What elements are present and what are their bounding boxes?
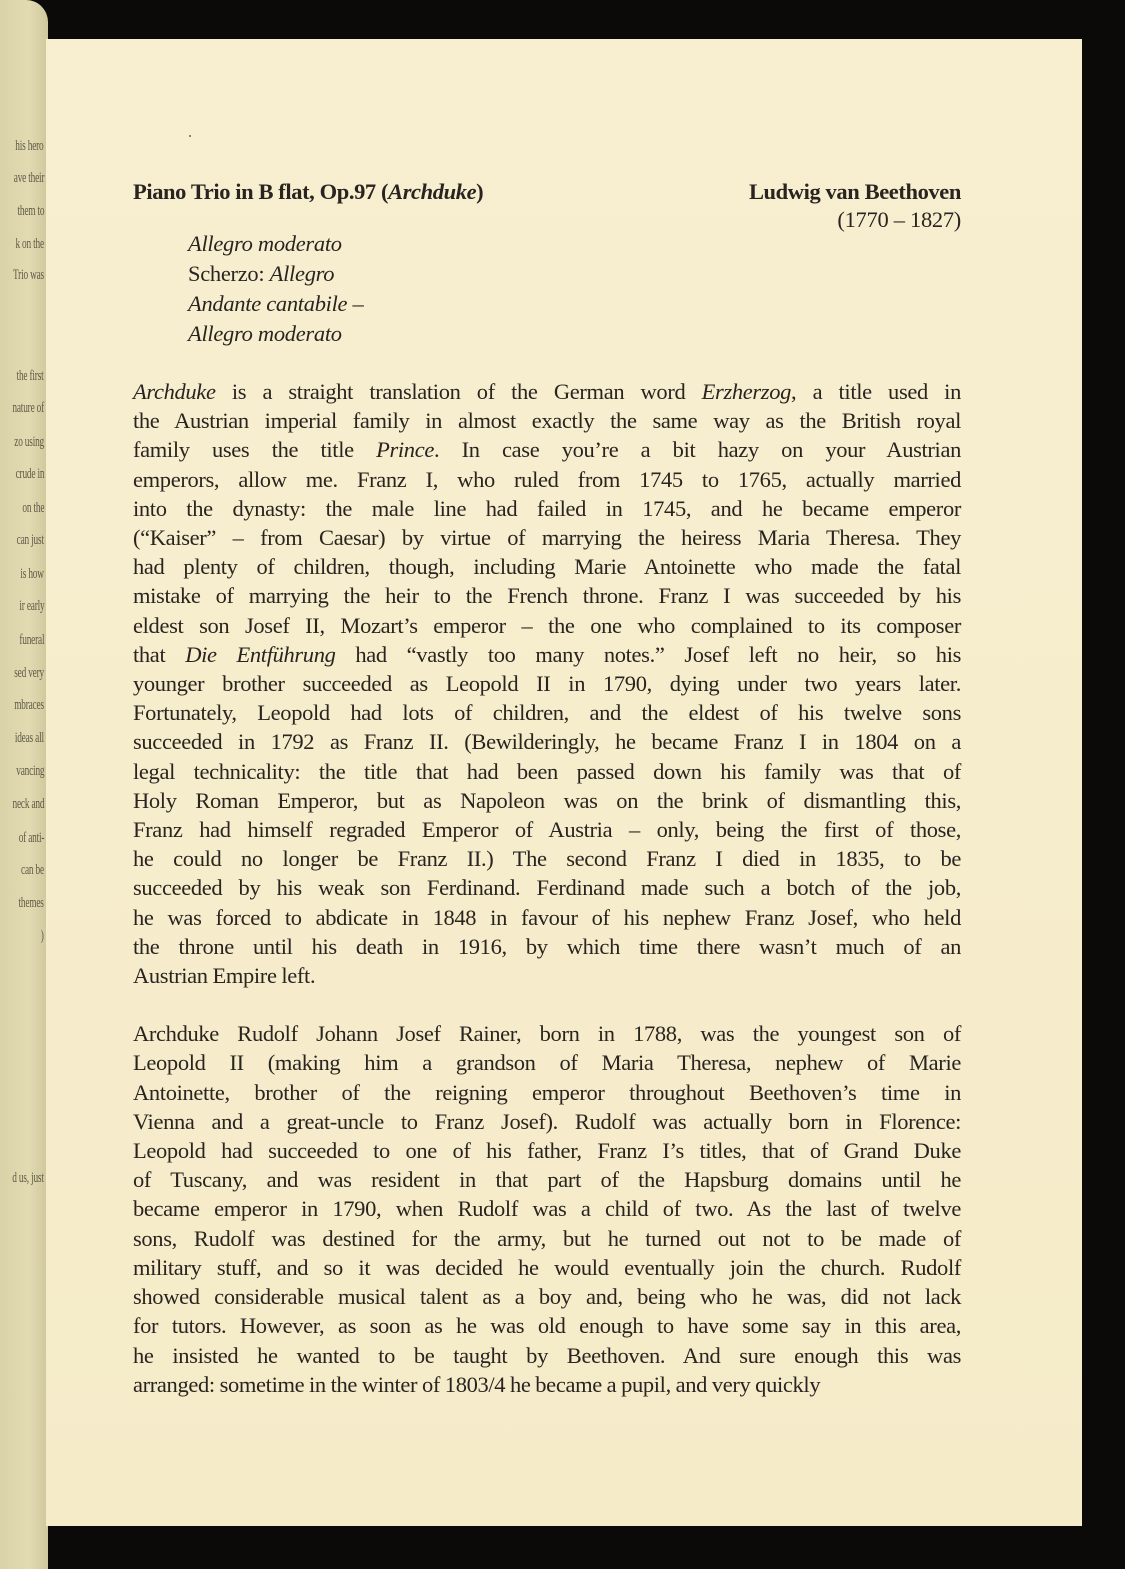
text-line: [133, 961, 961, 990]
movement-tempo: Allegro moderato: [188, 231, 342, 256]
text-run: Vienna and a great-uncle to Franz Josef). Rudolf was actually born in Florence:: [133, 1108, 961, 1134]
text-run: had plenty of children, though, including Marie Antoinette who made the fatal: [133, 554, 961, 580]
text-run: Fortunately, Leopold had lots of children, and the eldest of his twelve sons: [133, 700, 961, 726]
italic-term: Archduke: [133, 379, 216, 404]
text-line: [133, 1048, 961, 1077]
text-run: Leopold had succeeded to one of his father, Franz I’s titles, that of Grand Duke: [133, 1138, 961, 1164]
text-line: [133, 435, 961, 464]
movement-item: [188, 319, 961, 349]
facing-page-text-fragment: mbraces: [14, 697, 44, 713]
facing-page-text-fragment: ): [41, 928, 44, 944]
composer-dates: (1770 – 1827): [837, 207, 961, 232]
text-line: [133, 581, 961, 610]
facing-page-text-fragment: vancing: [15, 763, 44, 779]
text-run: he insisted he wanted to be taught by Beethoven. And sure enough this was: [133, 1342, 961, 1368]
movement-item: [188, 229, 961, 259]
movement-tempo: Allegro: [269, 261, 335, 286]
text-line: [133, 698, 961, 727]
text-run: military stuff, and so it was decided he would eventually join the church. Rudolf: [133, 1254, 961, 1280]
facing-page-text-fragment: them to: [17, 203, 44, 219]
text-run: for tutors. However, as soon as he was old enough to have some say in this area,: [133, 1313, 961, 1339]
text-run: legal technicality: the title that had been passed down his family was that of: [133, 758, 961, 784]
text-line: [133, 1253, 961, 1282]
movement-tempo: Allegro moderato: [188, 321, 342, 346]
italic-term: Erzherzog: [701, 379, 792, 404]
movement-list: [188, 229, 961, 349]
text-line: [133, 1078, 961, 1107]
text-line: [133, 1311, 961, 1340]
italic-term: Prince: [376, 437, 434, 463]
facing-page-text-fragment: sed very: [14, 665, 44, 681]
text-line: [133, 844, 961, 873]
text-line: [133, 1370, 961, 1399]
movement-item: [188, 289, 961, 319]
facing-page-text-fragment: ideas all: [14, 730, 44, 746]
text-run: arranged: sometime in the winter of 1803/4 he became a pupil, and very quickly: [133, 1371, 821, 1397]
text-line: [133, 523, 961, 552]
text-run: Holy Roman Emperor, but as Napoleon was on the brink of dismantling this,: [133, 787, 961, 813]
movement-item: [188, 259, 961, 289]
facing-page-text-fragment: nature of: [12, 400, 44, 416]
facing-page-text-fragment: k on the: [15, 236, 44, 252]
facing-page-text-fragment: ave their: [13, 170, 44, 186]
facing-page-text-fragment: funeral: [18, 632, 44, 648]
text-run: , a title used in: [791, 379, 961, 404]
text-line: [133, 552, 961, 581]
text-run: he could no longer be Franz II.) The second Franz I died in 1835, to be: [133, 846, 961, 872]
text-run: he was forced to abdicate in 1848 in favour of his nephew Franz Josef, who held: [133, 904, 961, 930]
text-line: [133, 873, 961, 902]
body-paragraph: [133, 377, 961, 990]
text-run: the throne until his death in 1916, by which time there wasn’t much of an: [133, 933, 961, 959]
page-content: [133, 179, 961, 1399]
text-line: [133, 611, 961, 640]
text-line: [133, 1194, 961, 1223]
paper-speck: [189, 135, 191, 137]
text-run: that: [133, 641, 186, 667]
facing-page-text-fragment: his hero: [15, 138, 44, 154]
facing-page-text-fragment: the first: [17, 368, 44, 384]
movement-label: Scherzo:: [188, 261, 270, 286]
text-line: [133, 465, 961, 494]
facing-page-text-fragment: themes: [18, 895, 44, 911]
text-line: [133, 757, 961, 786]
text-run: had “vastly too many notes.” Josef left no heir, so his: [335, 641, 961, 667]
text-run: family uses the title: [133, 437, 377, 463]
text-run: mistake of marrying the heir to the French throne. Franz I was succeeded by his: [133, 583, 961, 609]
facing-page-text-fragment: zo using: [14, 434, 44, 450]
text-run: eldest son Josef II, Mozart’s emperor – the one who complained to its composer: [133, 612, 961, 638]
text-run: Leopold II (making him a grandson of Maria Theresa, nephew of Marie: [133, 1050, 961, 1076]
text-run: showed considerable musical talent as a boy and, being who he was, did not lack: [133, 1284, 961, 1310]
text-run: Austrian Empire left.: [133, 963, 316, 989]
text-line: [133, 377, 961, 406]
facing-page-text-fragment: is how: [20, 566, 44, 582]
text-line: [133, 727, 961, 756]
text-run: Archduke Rudolf Johann Josef Rainer, born in 1788, was the youngest son of: [133, 1021, 961, 1047]
text-line: [133, 932, 961, 961]
text-line: [133, 669, 961, 698]
text-run: Franz had himself regraded Emperor of Austria – only, being the first of those,: [133, 817, 961, 843]
facing-page-text-fragment: ir early: [18, 598, 44, 614]
facing-page-text-fragment: crude in: [15, 466, 44, 482]
text-line: [133, 903, 961, 932]
facing-page-text-fragment: on the: [22, 500, 44, 516]
text-line: [133, 815, 961, 844]
text-run: became emperor in 1790, when Rudolf was a child of two. As the last of twelve: [133, 1196, 961, 1222]
facing-page-text-fragment: d us, just: [12, 1170, 44, 1186]
text-run: into the dynasty: the male line had failed in 1745, and he became emperor: [133, 495, 961, 521]
text-line: [133, 406, 961, 435]
facing-page-text-fragment: neck and: [12, 796, 44, 812]
piece-title: Piano Trio in B flat, Op.97 (Archduke): [133, 179, 484, 204]
text-run: succeeded in 1792 as Franz II. (Bewilderingly, he became Franz I in 1804 on a: [133, 729, 961, 755]
facing-page-edge: [0, 0, 48, 1569]
text-line: [133, 1224, 961, 1253]
text-line: [133, 786, 961, 815]
text-run: the Austrian imperial family in almost exactly the same way as the British royal: [133, 408, 961, 434]
text-run: of Tuscany, and was resident in that part of the Hapsburg domains until he: [133, 1167, 961, 1193]
italic-term: Die Entführung: [185, 641, 336, 667]
text-line: [133, 640, 961, 669]
body-paragraph: [133, 1019, 961, 1399]
facing-page-text-fragment: of anti-: [18, 830, 44, 846]
text-line: [133, 1165, 961, 1194]
text-run: younger brother succeeded as Leopold II in 1790, dying under two years later.: [133, 671, 961, 697]
text-run: is a straight translation of the German word: [215, 379, 702, 404]
composer-name: Ludwig van Beethoven: [748, 179, 961, 204]
text-run: succeeded by his weak son Ferdinand. Ferdinand made such a botch of the job,: [133, 875, 961, 901]
text-line: [133, 494, 961, 523]
movement-tempo: Andante cantabile –: [188, 291, 364, 316]
facing-page-text-fragment: can be: [21, 862, 44, 878]
text-run: Antoinette, brother of the reigning emperor throughout Beethoven’s time in: [133, 1079, 961, 1105]
body-text: [133, 377, 961, 1399]
text-run: emperors, allow me. Franz I, who ruled from 1745 to 1765, actually married: [133, 466, 961, 492]
text-run: sons, Rudolf was destined for the army, but he turned out not to be made of: [133, 1225, 961, 1251]
text-line: [133, 1019, 961, 1048]
piece-header: [133, 179, 961, 205]
facing-page-text-fragment: Trio was: [13, 267, 44, 283]
text-line: [133, 1282, 961, 1311]
text-run: . In case you’re a bit hazy on your Austrian: [433, 437, 961, 463]
text-run: (“Kaiser” – from Caesar) by virtue of marrying the heiress Maria Theresa. They: [133, 525, 961, 551]
text-line: [133, 1341, 961, 1370]
facing-page-text-fragment: can just: [16, 532, 44, 548]
text-line: [133, 1107, 961, 1136]
text-line: [133, 1136, 961, 1165]
book-page: [46, 39, 1082, 1526]
